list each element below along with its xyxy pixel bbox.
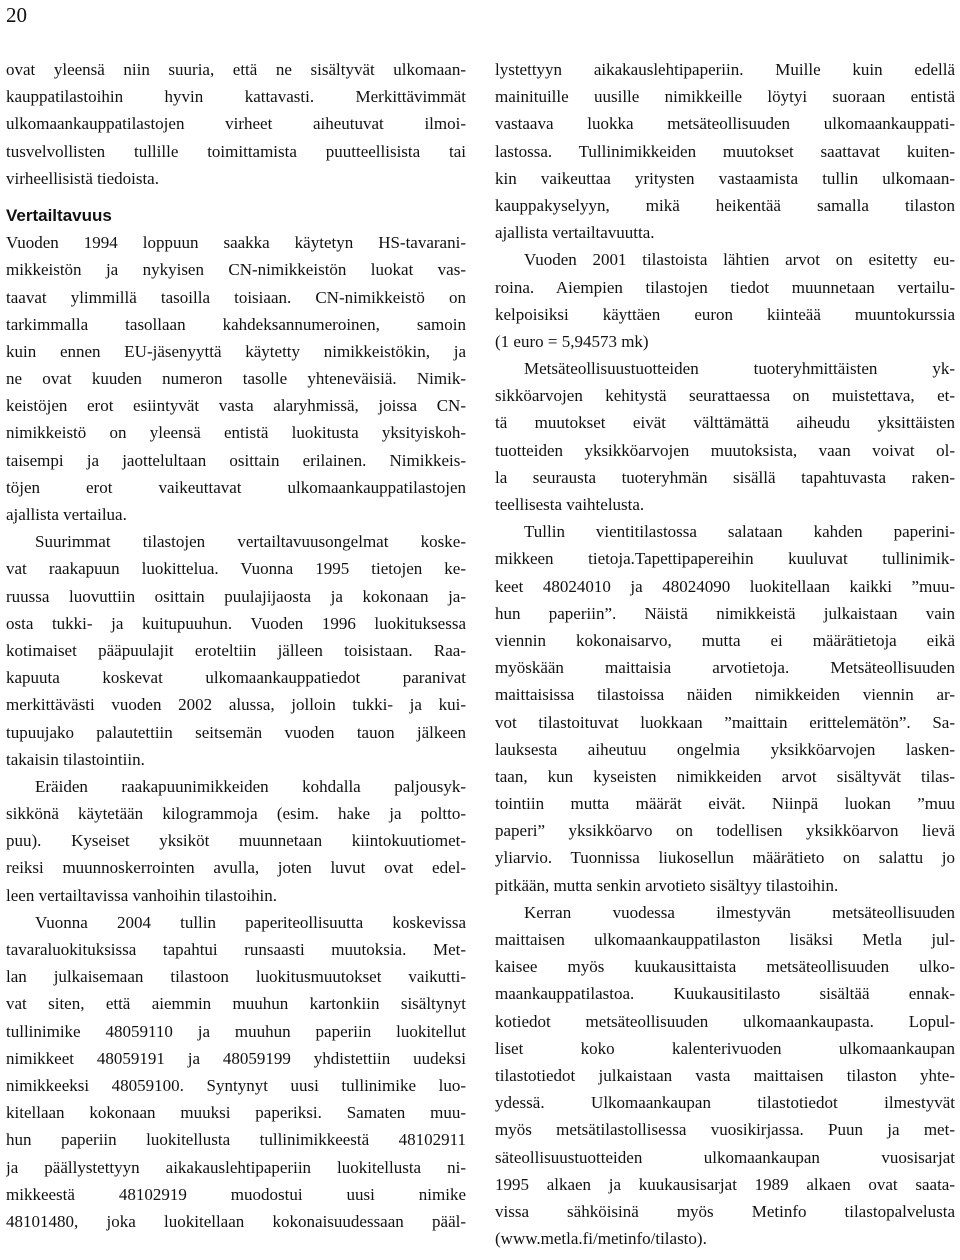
text-line: teellisesta vaihtelusta. — [495, 495, 645, 514]
text-line: osta tukki- ja kuitupuuhun. Vuoden 1996 luokituksessa — [6, 613, 466, 633]
text-line: lystettyyn aikakauslehtipaperiin. Muille kuin edellä — [495, 60, 955, 79]
text-line: vissa sähköisinä myös Metinfo tilastopalvelusta — [495, 1201, 955, 1221]
text-line: tavaraluokituksissa tapahtui runsaasti muutoksia. Met- — [6, 940, 466, 959]
text-line: mikkeen tietoja.Tapettipapereihin kuuluvat tullinimik- — [495, 549, 955, 569]
text-line: leen vertailtavissa vanhoihin tilastoihin. — [6, 885, 277, 905]
text-line: ydessä. Ulkomaankaupan tilastotiedot ilmestyvät — [495, 1093, 955, 1113]
text-line: paperi” yksikköarvo on todellisen yksikköarvon lievä — [495, 821, 955, 841]
text-line: hun paperiin”. Näistä nimikkeistä julkaistaan vain — [495, 603, 955, 623]
text-line: (www.metla.fi/metinfo/tilasto). — [495, 1229, 707, 1249]
text-line: yliarvio. Tuonnissa liukosellun määrätieto on salattu jo — [495, 848, 955, 868]
text-line: kauppatilastoihin hyvin kattavasti. Merkittävimmät — [6, 87, 466, 107]
text-line: vat raakapuun luokittelua. Vuonna 1995 tietojen ke- — [6, 559, 466, 579]
paragraph — [6, 528, 466, 773]
text-line: la seurausta tuoteryhmän sisällä tapahtuvasta raken- — [495, 467, 955, 487]
text-line: tusvelvollisten tullille toimittamista puutteellisista tai — [6, 141, 466, 161]
text-line: mikkeestä 48102919 muodostui uusi nimike — [6, 1184, 466, 1204]
text-line: vastaava luokka metsäteollisuuden ulkomaankauppati- — [495, 114, 955, 134]
text-line: tullinimike 48059110 ja muuhun paperiin luokitellut — [6, 1021, 466, 1041]
text-line: tupuujako palautettiin seitsemän vuoden tauon jälkeen — [6, 722, 466, 742]
text-line: kuin ennen EU-jäsenyyttä käytetty nimikkeistökin, ja — [6, 341, 466, 361]
text-line: keistöjen erot esiintyvät vasta alaryhmissä, joissa CN- — [6, 396, 466, 416]
text-line: liset koko kalenterivuoden ulkomaankaupan — [495, 1038, 955, 1058]
text-line: Kerran vuodessa ilmestyvän metsäteollisuuden — [524, 902, 955, 922]
text-line: kauppakyselyyn, mikä heikentää samalla tilaston — [495, 195, 955, 215]
page-number: 20 — [6, 3, 27, 27]
right-column — [495, 56, 955, 1252]
text-line: nimikkeeksi 48059100. Syntynyt uusi tullinimike luo- — [6, 1075, 466, 1095]
text-line: ruussa luovuttiin osittain puulajijaosta ja kokonaan ja- — [6, 586, 466, 606]
text-line: ajallista vertailtavuutta. — [495, 223, 655, 243]
text-line: lauksesta aiheutuu ongelmia yksikköarvojen lasken- — [495, 739, 955, 759]
text-line: ovat yleensä niin suuria, että ne sisältyvät ulkomaan- — [6, 60, 466, 79]
text-line: mainituille uusille nimikkeille löytyi suoraan entistä — [495, 87, 955, 107]
text-line: lastossa. Tullinimikkeiden muutokset saattavat kuiten- — [495, 141, 955, 161]
text-line: ajallista vertailua. — [6, 505, 127, 524]
text-line: reiksi muunnoskerrointen avulla, joten luvut ovat edel- — [6, 858, 466, 878]
text-line: lan julkaisemaan tilastoon luokitusmuutokset vaikutti- — [6, 967, 466, 987]
text-line: Vuonna 2004 tullin paperiteollisuutta koskevissa — [35, 912, 466, 932]
text-line: kotimaiset pääpuulajit eroteltiin jälleen toisistaan. Raa- — [6, 640, 466, 660]
text-line: Eräiden raakapuunimikkeiden kohdalla paljousyk- — [35, 776, 466, 796]
text-line: taisempi ja jaottelultaan osittain erilainen. Nimikkeis- — [6, 450, 466, 470]
paragraph — [6, 56, 466, 192]
text-line: sikkönä käytetään kilogrammoja (esim. hake ja poltto- — [6, 804, 466, 824]
text-line: ne ovat kuuden numeron tasolle yhteneväisiä. Nimik- — [6, 369, 466, 389]
text-line: tä muutokset eivät välttämättä aiheudu yksittäisten — [495, 413, 955, 433]
text-line: myöskään maittaisia arvotietoja. Metsäteollisuuden — [495, 658, 955, 678]
text-line: ja päällystettyyn aikakauslehtipaperiin luokitellusta ni- — [6, 1157, 466, 1177]
text-line: mikkeistön ja nykyisen CN-nimikkeistön luokat vas- — [6, 260, 466, 280]
text-line: 48101480, joka luokitellaan kokonaisuudessaan pääl- — [6, 1211, 466, 1231]
text-line: takaisin tilastointiin. — [6, 749, 145, 769]
text-line: puu). Kyseiset yksiköt muunnetaan kiintokuutiomet- — [6, 831, 466, 851]
paragraph — [6, 773, 466, 909]
text-line: taavat ylimmillä tasoilla toisiaan. CN-nimikkeistö on — [6, 287, 466, 307]
text-line: kelpoisiksi käyttäen euron kiinteää muuntokurssia — [495, 304, 955, 324]
text-line: Metsäteollisuustuotteiden tuoteryhmittäisten yk- — [524, 359, 955, 379]
text-line: maittaisen ulkomaankauppatilaston lisäksi Metla jul- — [495, 930, 955, 949]
text-line: sikköarvojen kehitystä seurattaessa on muistettava, et- — [495, 386, 955, 406]
text-line: töjen erot vaikeuttavat ulkomaankauppatilastojen — [6, 477, 466, 497]
paragraph — [6, 909, 466, 1235]
text-line: Vuoden 1994 loppuun saakka käytetyn HS-tavarani- — [6, 233, 466, 253]
text-line: (1 euro = 5,94573 mk) — [495, 331, 649, 351]
text-line: tilastotiedot julkaistaan vasta maittaisen tilaston yhte- — [495, 1065, 955, 1085]
text-line: vot tilastoituvat luokkaan ”maittain erittelemätön”. Sa- — [495, 712, 955, 732]
text-line: roina. Aiempien tilastojen tiedot muunnetaan vertailu- — [495, 277, 955, 297]
section-heading — [6, 202, 466, 229]
text-line: Suurimmat tilastojen vertailtavuusongelmat koske- — [35, 532, 466, 552]
text-line: 1995 alkaen ja kuukausisarjat 1989 alkaen ovat saata- — [495, 1174, 955, 1194]
text-line: merkittävästi vuoden 2002 alussa, jolloin tukki- ja kui- — [6, 695, 466, 715]
left-column — [6, 56, 466, 1235]
text-line: kotiedot metsäteollisuuden ulkomaankaupasta. Lopul- — [495, 1011, 955, 1031]
paragraph — [495, 56, 955, 246]
heading-text: Vertailtavuus — [6, 205, 112, 225]
text-line: kitellaan kokonaan muuksi paperiksi. Samaten muu- — [6, 1103, 466, 1123]
text-line: nimikkeistö on yleensä entistä luokitusta yksityiskoh- — [6, 423, 466, 443]
paragraph — [495, 355, 955, 518]
text-line: Tullin vientitilastossa salataan kahden paperini- — [524, 522, 955, 542]
text-line: nimikkeet 48059191 ja 48059199 yhdistettiin uudeksi — [6, 1048, 466, 1068]
text-line: maittaisissa tilastoissa näiden nimikkeiden viennin ar- — [495, 685, 955, 705]
text-line: hun paperiin luokitellusta tullinimikkeestä 48102911 — [6, 1130, 466, 1150]
text-line: pitkään, mutta senkin arvotieto sisältyy tilastoihin. — [495, 875, 839, 895]
text-line: kapuuta koskevat ulkomaankauppatiedot paranivat — [6, 668, 466, 688]
text-line: maankauppatilastoa. Kuukausitilasto sisältää ennak- — [495, 984, 955, 1004]
text-line: virheellisistä tiedoista. — [6, 168, 159, 188]
paragraph — [495, 899, 955, 1252]
text-line: myös metsätilastollisessa vuosikirjassa. Puun ja met- — [495, 1120, 955, 1140]
text-line: keet 48024010 ja 48024090 luokitellaan kaikki ”muu- — [495, 576, 955, 596]
paragraph — [495, 518, 955, 899]
paragraph — [495, 246, 955, 355]
text-line: taan, kun kyseisten nimikkeiden arvot sisältyvät tilas- — [495, 766, 955, 786]
text-line: ulkomaankauppatilastojen virheet aiheutuvat ilmoi- — [6, 114, 466, 134]
text-line: viennin kokonaisarvo, mutta ei määrätietoja eikä — [495, 630, 955, 650]
text-line: tointiin mutta määrät eivät. Niinpä luokan ”muu — [495, 794, 955, 814]
text-line: kaisee myös kuukausittaista metsäteollisuuden ulko- — [495, 957, 955, 977]
text-line: vat siten, että aiemmin muuhun kartonkiin sisältynyt — [6, 994, 466, 1014]
text-line: Vuoden 2001 tilastoista lähtien arvot on esitetty eu- — [524, 250, 955, 270]
paragraph — [6, 229, 466, 528]
text-line: tarkimmalla tasollaan kahdeksannumeroinen, samoin — [6, 314, 466, 334]
text-line: kin vaikeuttaa yritysten vastaamista tullin ulkomaan- — [495, 168, 955, 188]
text-line: säteollisuustuotteiden ulkomaankaupan vuosisarjat — [495, 1147, 955, 1167]
text-line: tuotteiden yksikköarvojen muutoksista, vaan voivat ol- — [495, 440, 955, 460]
